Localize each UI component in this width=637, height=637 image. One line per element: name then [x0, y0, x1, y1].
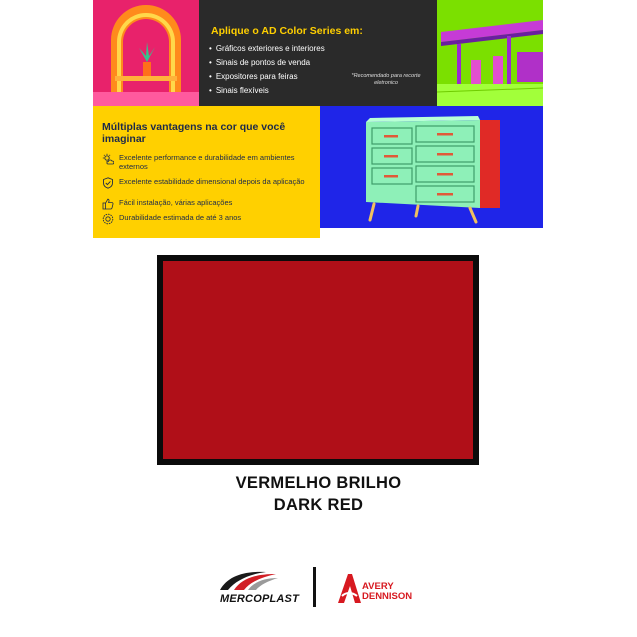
mercoplast-logo-mark: [214, 568, 280, 592]
promo-banner: [93, 0, 543, 238]
gas-station-illustration: [437, 0, 543, 106]
avery-dennison-logo-mark: [336, 572, 362, 604]
avery-dennison-a-icon: [336, 572, 362, 604]
dresser-panel: [320, 106, 543, 228]
dennison-wordmark-line: DENNISON: [362, 591, 413, 602]
color-name-english: DARK RED: [273, 496, 364, 514]
advantage-item: [102, 153, 312, 171]
applications-list: [209, 42, 325, 98]
mercoplast-swoosh-icon: [214, 568, 280, 592]
dresser-illustration: [320, 106, 543, 228]
color-name-portuguese: VERMELHO BRILHO: [235, 474, 402, 492]
advantages-title: Múltiplas vantagens na cor que você imaginar: [102, 121, 286, 145]
advantage-text: Excelente estabilidade dimensional depois da aplicação: [119, 177, 305, 186]
thumbs-up-icon: [102, 198, 114, 210]
gas-station-panel: [437, 0, 543, 106]
advantages-panel: [93, 106, 320, 238]
color-swatch: [157, 255, 479, 465]
applications-panel: [199, 0, 437, 106]
applications-title: Aplique o AD Color Series em:: [211, 25, 363, 37]
advantage-text: Durabilidade estimada de até 3 anos: [119, 213, 242, 222]
mercoplast-wordmark: MERCOPLAST: [220, 593, 299, 605]
list-item: • Sinais flexíveis: [209, 84, 325, 98]
sun-cloud-icon: [102, 153, 114, 165]
advantage-item: [102, 198, 312, 210]
logo-divider: [313, 567, 316, 607]
avery-dennison-wordmark: [362, 582, 412, 602]
swatch-fill: [163, 261, 473, 459]
avery-wordmark-line: AVERY: [362, 581, 394, 592]
advantage-text: Fácil instalação, várias aplicações: [119, 198, 233, 207]
list-item: • Expositores para feiras: [209, 70, 325, 84]
list-item: • Sinais de pontos de venda: [209, 56, 325, 70]
arch-plant-illustration: [93, 0, 199, 106]
gear-badge-icon: [102, 213, 114, 225]
shield-check-icon: [102, 177, 114, 189]
list-item: • Gráficos exteriores e interiores: [209, 42, 325, 56]
advantage-item: [102, 177, 312, 189]
arch-illustration-panel: [93, 0, 199, 106]
advantage-text: Excelente performance e durabilidade em ambientes externos: [119, 153, 295, 171]
advantage-item: [102, 213, 312, 225]
recommendation-note: *Recomendado para recorte eletronico: [351, 73, 421, 86]
